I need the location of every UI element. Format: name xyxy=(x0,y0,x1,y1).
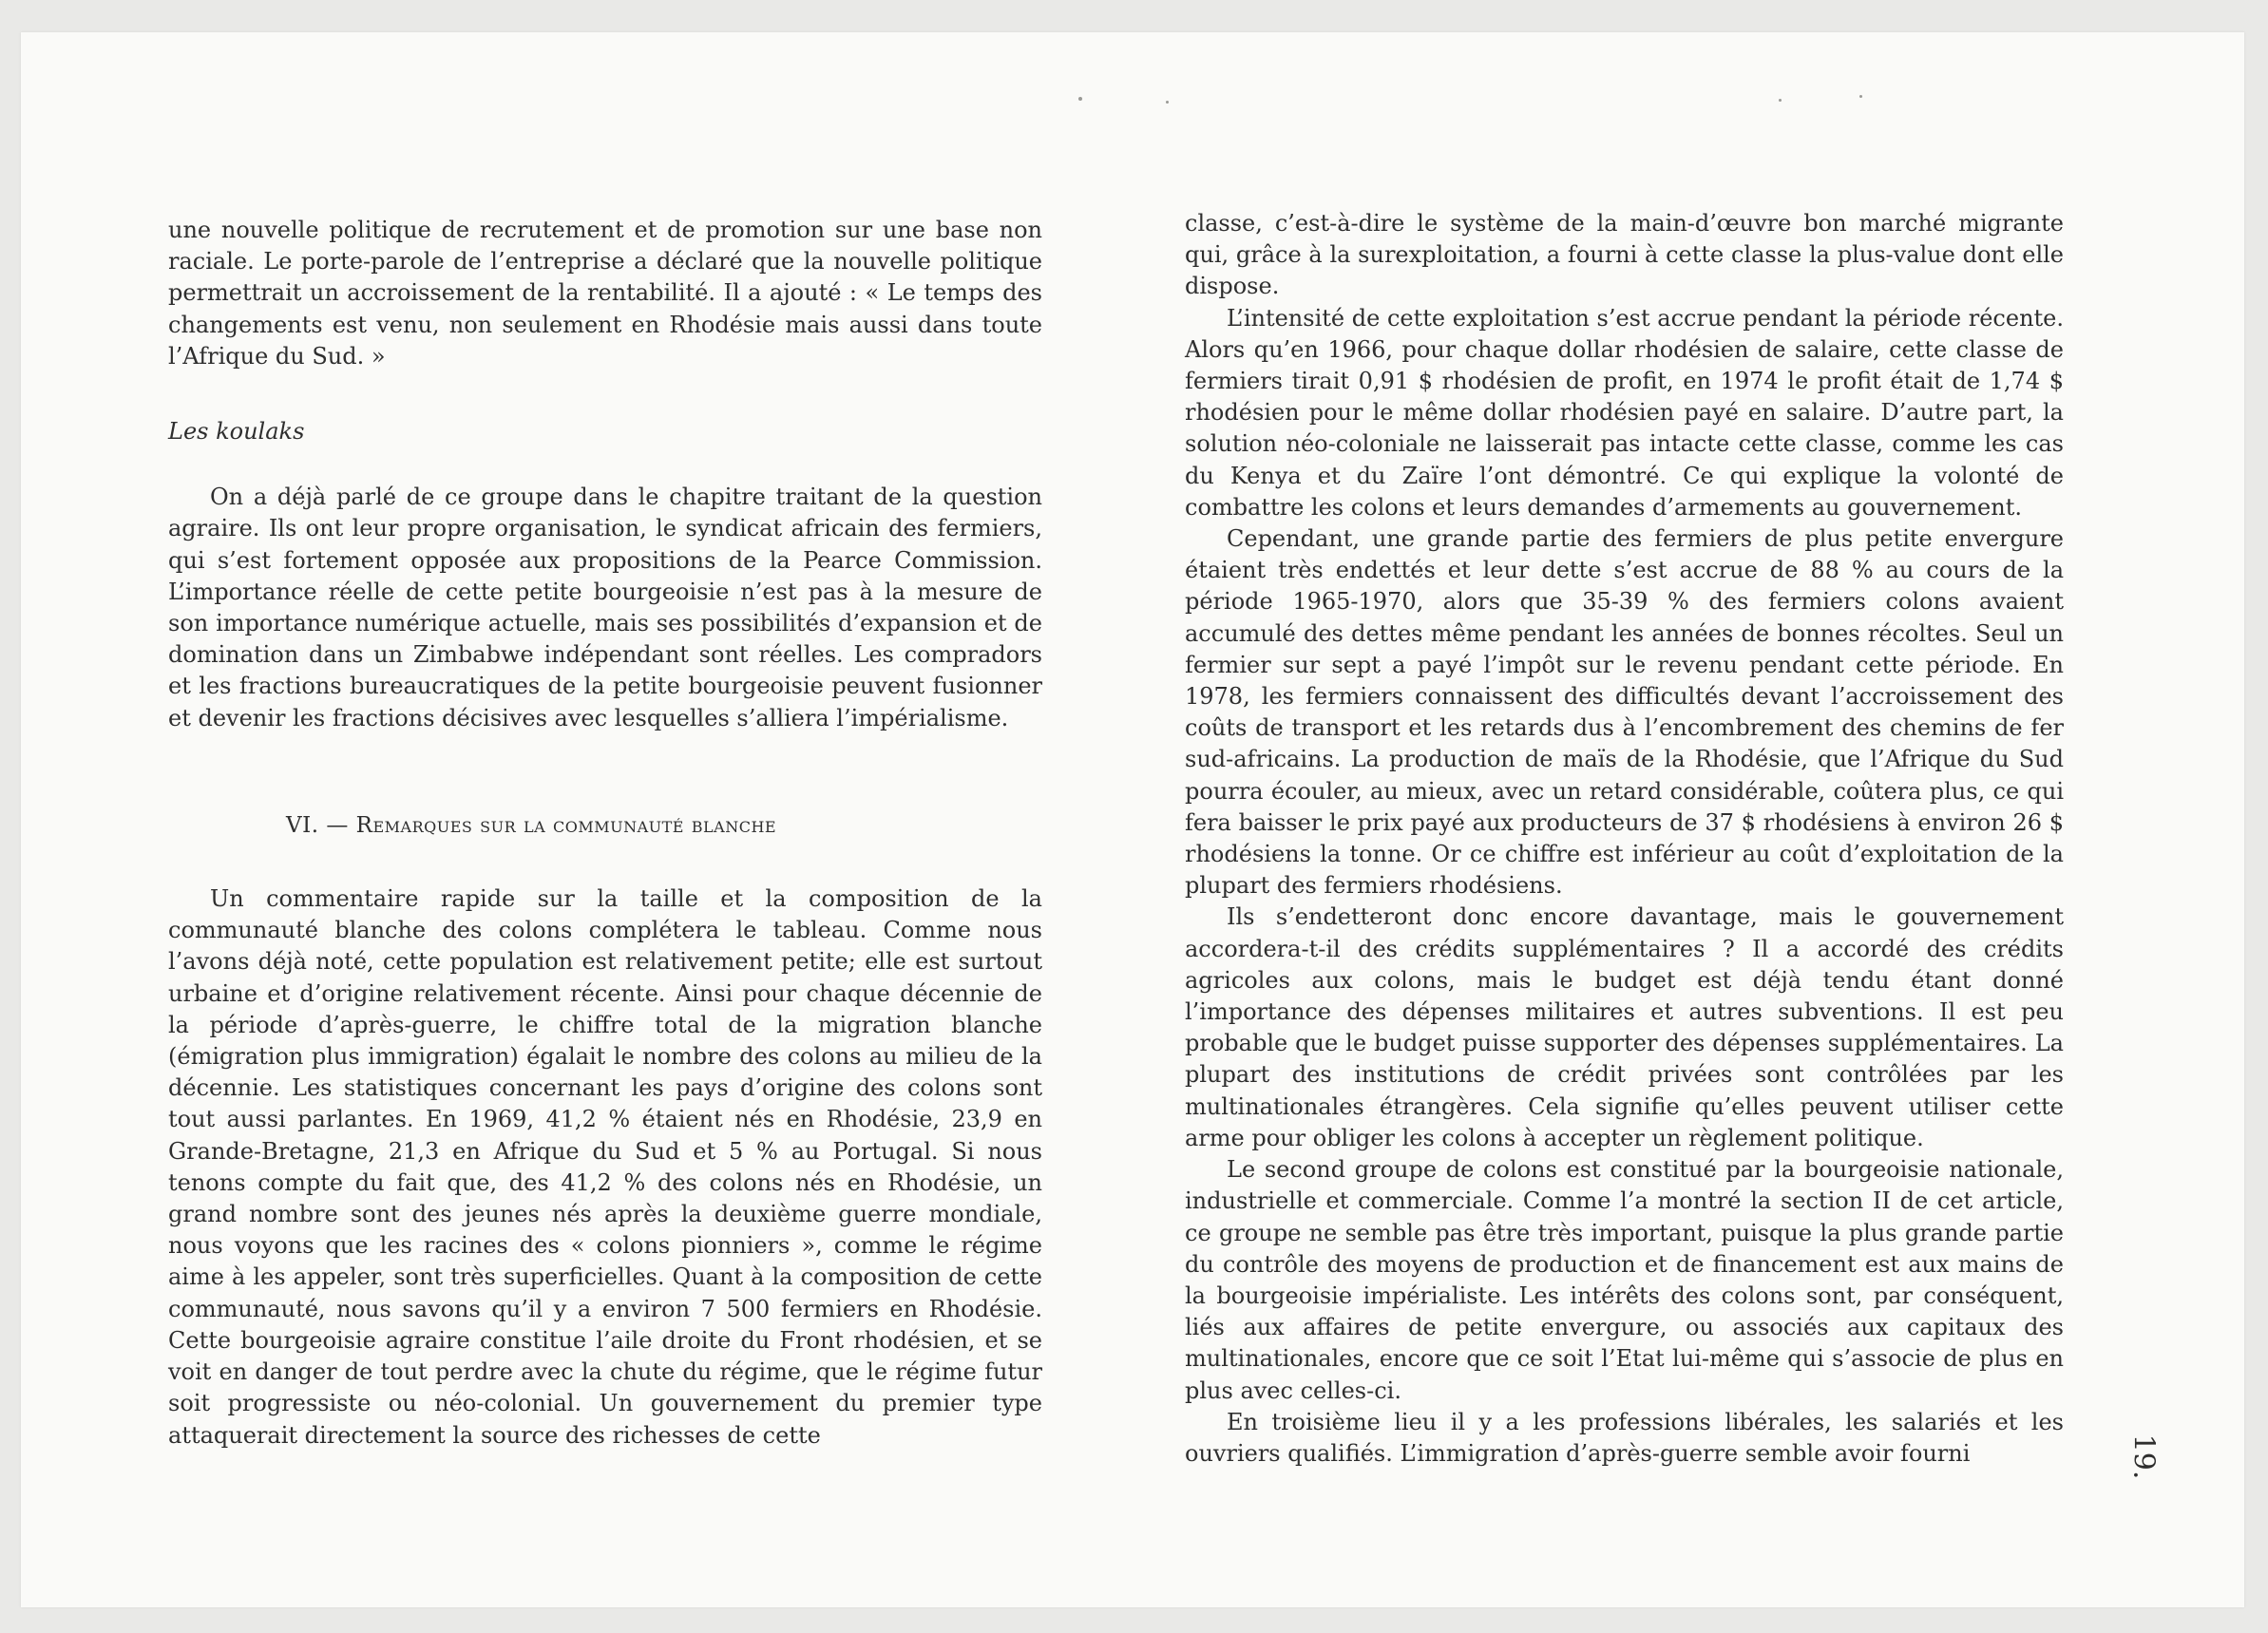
paper-speck xyxy=(1859,95,1862,98)
document-page xyxy=(21,32,2244,1607)
section-title: VI. — Remarques sur la communauté blanche xyxy=(286,812,777,838)
paper-speck xyxy=(1078,97,1082,101)
paper-speck xyxy=(1166,101,1169,104)
right-paragraph-3: Cependant, une grande partie des fermiers de plus petite envergure étaient très endettés et leur dette s’est accrue de 88 % au cours de la période 1965-1970, alors que 35-39 % des fermiers colons avaient accumulé des dettes même pendant les années de bonnes récoltes. Seul un fermier sur sept a payé l’impôt sur le revenu pendant cette période. En 1978, les fermiers connaissent des difficultés devant l’accroissement des coûts de transport et les retards dus à l’encombrement des chemins de fer sud-africains. La production de maïs de la Rhodésie, que l’Afrique du Sud pourra écouler, au mieux, avec un retard considérable, coûtera plus, ce qui fera baisser le prix payé aux producteurs de 37 $ rhodésiens à environ 26 $ rhodésiens la tonne. Or ce chiffre est inférieur au coût d’exploitation de la plupart des fermiers rhodésiens. xyxy=(1185,525,2064,900)
left-paragraph-2: On a déjà parlé de ce groupe dans le chapitre traitant de la question agraire. Ils ont leur propre organisation, le syndicat africain des fermiers, qui s’est fortement opposée aux propositions de la Pearce Commission. L’importance réelle de cette petite bourgeoisie n’est pas à la mesure de son importance numérique actuelle, mais ses possibilités d’expansion et de domination dans un Zimbabwe indépendant sont réelles. Les compradors et les fractions bureaucratiques de la petite bourgeoisie peuvent fusionner et devenir les fractions décisives avec lesquelles s’alliera l’impérialisme. xyxy=(168,484,1042,731)
left-paragraph-1: une nouvelle politique de recrutement et de promotion sur une base non raciale. Le porte-parole de l’entreprise a déclaré que la nouvelle politique permettrait un accroissement de la rentabilité. Il a ajouté : « Le temps des changements est venu, non seulement en Rhodésie mais aussi dans toute l’Afrique du Sud. » xyxy=(168,217,1042,370)
page-number: 19. xyxy=(2126,1434,2161,1480)
right-paragraph-6: En troisième lieu il y a les professions libérales, les salariés et les ouvriers qualifiés. L’immigration d’après-guerre semble avoir fourni xyxy=(1185,1408,2064,1467)
right-column xyxy=(1185,208,2064,1470)
right-paragraph-2: L’intensité de cette exploitation s’est accrue pendant la période récente. Alors qu’en 1966, pour chaque dollar rhodésien de salaire, cette classe de fermiers tirait 0,91 $ rhodésien de profit, en 1974 le profit était de 1,74 $ rhodésien pour le même dollar rhodésien payé en salaire. D’autre part, la solution néo-coloniale ne laisserait pas intacte cette classe, comme les cas du Kenya et du Zaïre l’ont démontré. Ce qui explique la volonté de combattre les colons et leurs demandes d’armements au gouvernement. xyxy=(1185,304,2064,521)
right-paragraph-5: Le second groupe de colons est constitué par la bourgeoisie nationale, industrielle et commerciale. Comme l’a montré la section II de cet article, ce groupe ne semble pas être très important, puisque la plus grande partie du contrôle des moyens de production et de financement est aux mains de la bourgeoisie impérialiste. Les intérêts des colons sont, par conséquent, liés aux affaires de petite envergure, ou associés aux capitaux des multinationales, encore que ce soit l’Etat lui-même qui s’associe de plus en plus avec celles-ci. xyxy=(1185,1156,2064,1404)
left-column xyxy=(168,215,1042,1452)
left-paragraph-3: Un commentaire rapide sur la taille et la composition de la communauté blanche des colons complétera le tableau. Comme nous l’avons déjà noté, cette population est relativement petite; elle est surtout urbaine et d’origine relativement récente. Ainsi pour chaque décennie de la période d’après-guerre, le chiffre total de la migration blanche (émigration plus immigration) égalait le nombre des colons au milieu de la décennie. Les statistiques concernant les pays d’origine des colons sont tout aussi parlantes. En 1969, 41,2 % étaient nés en Rhodésie, 23,9 en Grande-Bretagne, 21,3 en Afrique du Sud et 5 % au Portugal. Si nous tenons compte du fait que, des 41,2 % des colons nés en Rhodésie, un grand nombre sont des jeunes nés après la deuxième guerre mondiale, nous voyons que les racines des « colons pionniers », comme le régime aime à les appeler, sont très superficielles. Quant à la composition de cette communauté, nous savons qu’il y a environ 7 500 fermiers en Rhodésie. Cette bourgeoisie agraire constitue l’aile droite du Front rhodésien, et se voit en danger de tout perdre avec la chute du régime, que le régime futur soit progressiste ou néo-colonial. Un gouvernement du premier type attaquerait directement la source des richesses de cette xyxy=(168,885,1042,1449)
right-paragraph-1: classe, c’est-à-dire le système de la main-d’œuvre bon marché migrante qui, grâce à la surexploitation, a fourni à cette classe la plus-value dont elle dispose. xyxy=(1185,210,2064,300)
paper-speck xyxy=(1779,99,1782,102)
right-paragraph-4: Ils s’endetteront donc encore davantage, mais le gouvernement accordera-t-il des crédits supplémentaires ? Il a accordé des crédits agricoles aux colons, mais le budget est déjà tendu étant donné l’importance des dépenses militaires et autres subventions. Il est peu probable que le budget puisse supporter des dépenses supplémentaires. La plupart des institutions de crédit privées sont contrôlées par les multinationales étrangères. Cela signifie qu’elles peuvent utiliser cette arme pour obliger les colons à accepter un règlement politique. xyxy=(1185,903,2064,1151)
subheading-koulaks: Les koulaks xyxy=(168,418,305,446)
